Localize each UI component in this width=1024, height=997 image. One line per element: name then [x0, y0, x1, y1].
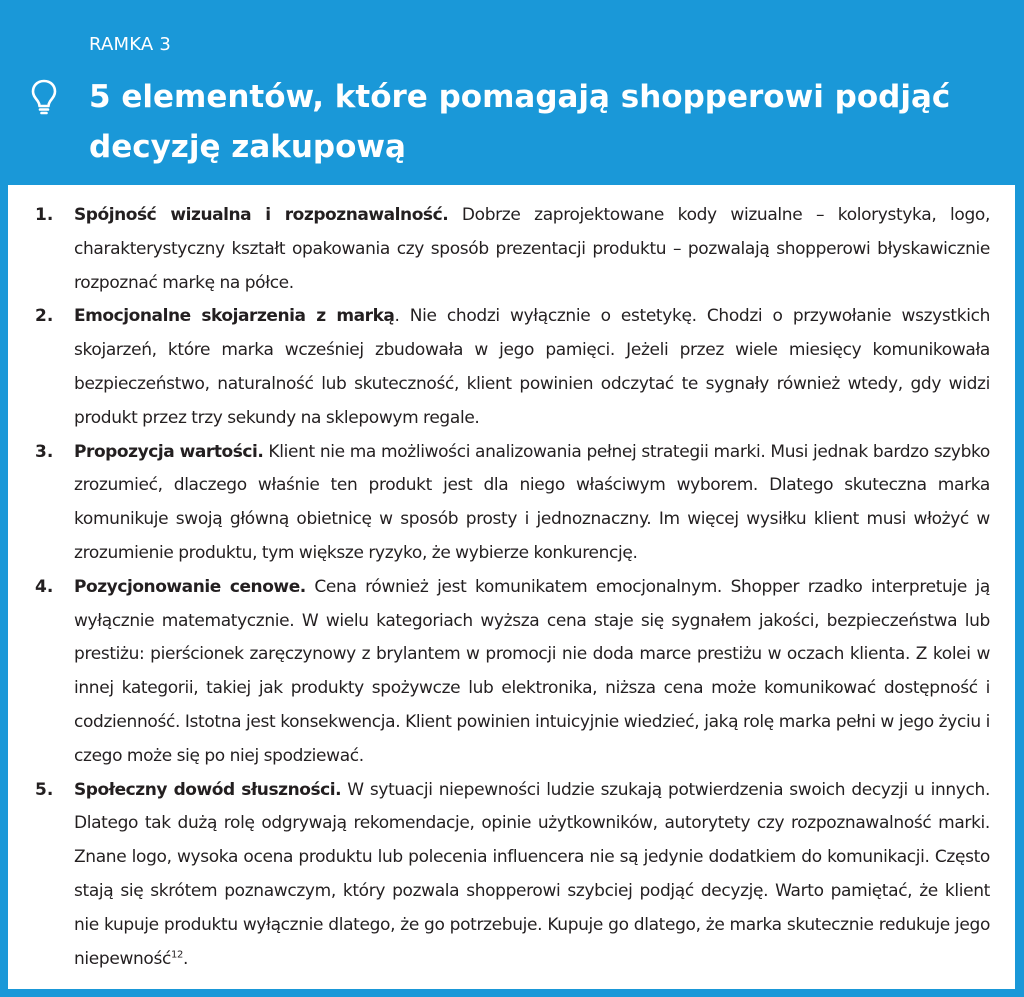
- box-header: [0, 0, 1024, 185]
- item-number: 3.: [35, 441, 54, 462]
- box-kicker: RAMKA 3: [89, 34, 171, 55]
- item-text: W sytuacji niepewności ludzie szukają potwierdzenia swoich decyzji u innych. Dlatego tak dużą rolę odgrywają rekomendacje, opinie użytkowników, autorytety czy rozpoznawalność marki. Znane logo, wysoka ocena produktu lub polecenia influencera nie są jedynie dodatkiem do komunikacji. Często stają się skrótem poznawczym, który pozwala shopperowi szybciej podjąć decyzję. Warto pamiętać, że klient nie kupuje produktu wyłącznie dlatego, że go potrzebuje. Kupuje go dlatego, że marka skutecznie redukuje jego niepewność: [74, 779, 990, 969]
- item-tail: .: [183, 948, 189, 969]
- item-lead: Spójność wizualna i rozpoznawalność.: [74, 205, 449, 225]
- box-title: 5 elementów, które pomagają shopperowi podjąć decyzję zakupową: [89, 79, 951, 165]
- item-lead: Społeczny dowód słuszności.: [74, 779, 342, 800]
- item-number: 4.: [35, 576, 54, 597]
- item-body: [74, 300, 990, 435]
- numbered-list: [8, 199, 1015, 976]
- list-item: [8, 436, 1015, 571]
- item-lead: Pozycjonowanie cenowe.: [74, 576, 306, 597]
- item-body: [74, 199, 990, 300]
- item-lead: Propozycja wartości.: [74, 441, 264, 462]
- list-item: [8, 571, 1015, 774]
- item-text: Klient nie ma możliwości analizowania pełnej strategii marki. Musi jednak bardzo szybko zrozumieć, dlaczego właśnie ten produkt jest dla niego właściwym wyborem. Dlatego skuteczna marka komunikuje swoją główną obietnicę w sposób prosty i jednoznaczny. Im więcej wysiłku klient musi włożyć w zrozumienie produktu, tym większe ryzyko, że wybierze konkurencję.: [74, 441, 990, 563]
- item-body: [74, 774, 990, 977]
- item-lead: Emocjonalne skojarzenia z marką: [74, 306, 395, 327]
- item-text: Dobrze zaprojektowane kody wizualne – kolorystyka, logo, charakterystyczny kształt opakowania czy sposób prezentacji produktu – pozwalają shopperowi błyskawicznie rozpoznać markę na półce.: [74, 205, 991, 293]
- list-item: [8, 300, 1015, 435]
- item-text: Cena również jest komunikatem emocjonalnym. Shopper rzadko interpretuje ją wyłącznie matematycznie. W wielu kategoriach wyższa cena staje się sygnałem jakości, bezpieczeństwa lub prestiżu: pierścionek zaręczynowy z brylantem w promocji nie doda marce prestiżu w oczach klienta. Z kolei w innej kategorii, takiej jak produkty spożywcze lub elektronika, niższa cena może komunikować dostępność i codzienność. Istotna jest konsekwencja. Klient powinien intuicyjnie wiedzieć, jaką rolę marka pełni w jego życiu i czego może się po niej spodziewać.: [74, 576, 990, 766]
- footnote-ref: 12: [171, 948, 184, 960]
- item-text: . Nie chodzi wyłącznie o estetykę. Chodzi o przywołanie wszystkich skojarzeń, które marka wcześniej zbudowała w jego pamięci. Jeżeli przez wiele miesięcy komunikowała bezpieczeństwo, naturalność lub skuteczność, klient powinien odczytać te sygnały również wtedy, gdy widzi produkt przez trzy sekundy na sklepowym regale.: [74, 306, 990, 428]
- item-body: [74, 571, 990, 774]
- lightbulb-icon: [30, 79, 58, 115]
- item-number: 5.: [35, 779, 54, 800]
- item-number: 1.: [35, 205, 54, 225]
- list-item: [8, 774, 1015, 977]
- item-body: [74, 436, 990, 571]
- item-number: 2.: [35, 306, 54, 327]
- content-panel: [8, 185, 1015, 989]
- list-item: [8, 199, 1015, 300]
